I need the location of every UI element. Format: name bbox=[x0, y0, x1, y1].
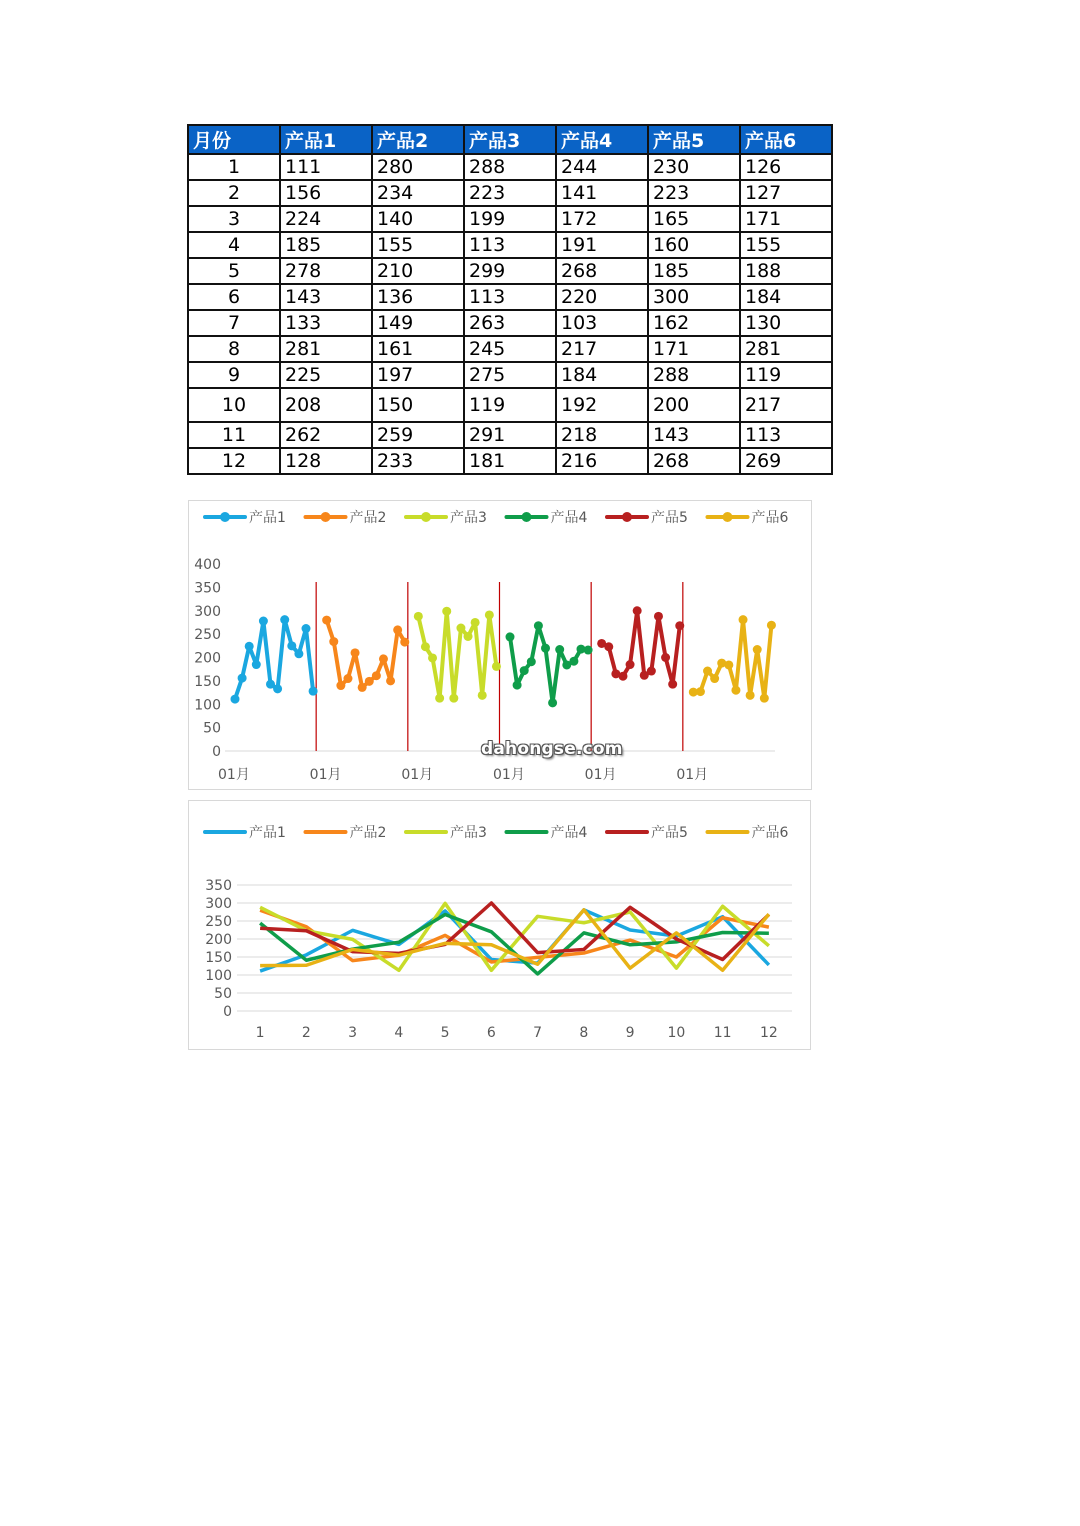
data-point bbox=[548, 698, 557, 707]
data-point bbox=[506, 632, 515, 641]
data-point bbox=[710, 674, 719, 683]
table-row bbox=[188, 422, 832, 448]
cell-value: 113 bbox=[740, 422, 832, 448]
cell-value: 199 bbox=[464, 206, 556, 232]
y-tick-label: 200 bbox=[194, 650, 221, 667]
legend-label: 产品1 bbox=[249, 825, 286, 841]
cell-value: 223 bbox=[464, 180, 556, 206]
cell-value: 185 bbox=[280, 232, 372, 258]
cell-value: 216 bbox=[556, 448, 648, 474]
data-point bbox=[675, 621, 684, 630]
data-point bbox=[231, 695, 240, 704]
cell-value: 185 bbox=[648, 258, 740, 284]
cell-month: 5 bbox=[188, 258, 280, 284]
data-point bbox=[379, 654, 388, 663]
data-point bbox=[245, 642, 254, 651]
series-line bbox=[260, 910, 769, 971]
cell-value: 233 bbox=[372, 448, 464, 474]
series-line bbox=[693, 620, 771, 699]
data-point bbox=[259, 617, 268, 626]
data-point bbox=[365, 677, 374, 686]
data-point bbox=[435, 694, 444, 703]
x-tick-label: 7 bbox=[533, 1025, 543, 1041]
cell-value: 188 bbox=[740, 258, 832, 284]
y-tick-label: 50 bbox=[214, 986, 232, 1002]
data-point bbox=[428, 653, 437, 662]
data-point bbox=[541, 644, 550, 653]
table-row bbox=[188, 258, 832, 284]
cell-month: 2 bbox=[188, 180, 280, 206]
y-tick-label: 300 bbox=[205, 896, 232, 912]
x-tick-label: 01月 bbox=[401, 767, 434, 783]
data-point bbox=[329, 637, 338, 646]
legend-label: 产品2 bbox=[349, 825, 387, 841]
table-row bbox=[188, 154, 832, 180]
y-tick-label: 0 bbox=[212, 744, 221, 760]
cell-value: 143 bbox=[280, 284, 372, 310]
cell-value: 127 bbox=[740, 180, 832, 206]
cell-value: 263 bbox=[464, 310, 556, 336]
data-point bbox=[534, 621, 543, 630]
data-point bbox=[661, 653, 670, 662]
cell-value: 113 bbox=[464, 232, 556, 258]
y-tick-label: 250 bbox=[194, 627, 221, 644]
data-point bbox=[527, 657, 536, 666]
cell-value: 161 bbox=[372, 336, 464, 362]
legend-label: 产品5 bbox=[651, 825, 688, 841]
header-product-2: 产品2 bbox=[372, 125, 464, 154]
cell-value: 268 bbox=[556, 258, 648, 284]
x-tick-label: 6 bbox=[486, 1025, 496, 1041]
cell-value: 275 bbox=[464, 362, 556, 388]
cell-value: 136 bbox=[372, 284, 464, 310]
data-point bbox=[302, 624, 311, 633]
data-point bbox=[654, 612, 663, 621]
cell-value: 208 bbox=[280, 388, 372, 422]
data-point bbox=[485, 610, 494, 619]
cell-value: 225 bbox=[280, 362, 372, 388]
table-row bbox=[188, 284, 832, 310]
data-point bbox=[273, 684, 282, 693]
cell-value: 259 bbox=[372, 422, 464, 448]
data-point bbox=[358, 683, 367, 692]
data-point bbox=[322, 616, 331, 625]
x-tick-label: 10 bbox=[667, 1025, 686, 1041]
cell-month: 11 bbox=[188, 422, 280, 448]
cell-value: 217 bbox=[556, 336, 648, 362]
cell-value: 234 bbox=[372, 180, 464, 206]
data-point bbox=[626, 660, 635, 669]
cell-value: 268 bbox=[648, 448, 740, 474]
y-tick-label: 350 bbox=[205, 878, 232, 894]
data-point bbox=[703, 667, 712, 676]
legend-marker bbox=[421, 512, 431, 522]
table-row bbox=[188, 388, 832, 422]
cell-value: 230 bbox=[648, 154, 740, 180]
y-tick-label: 350 bbox=[194, 580, 221, 597]
x-tick-label: 1 bbox=[255, 1025, 265, 1041]
cell-month: 8 bbox=[188, 336, 280, 362]
cell-value: 184 bbox=[556, 362, 648, 388]
legend-marker bbox=[622, 512, 632, 522]
overlay-line-chart-svg bbox=[189, 801, 810, 1049]
cell-value: 126 bbox=[740, 154, 832, 180]
legend-label: 产品6 bbox=[751, 510, 789, 526]
legend-marker bbox=[723, 512, 733, 522]
cell-value: 103 bbox=[556, 310, 648, 336]
y-tick-label: 100 bbox=[194, 697, 221, 714]
cell-value: 128 bbox=[280, 448, 372, 474]
x-tick-label: 11 bbox=[713, 1025, 732, 1041]
cell-value: 280 bbox=[372, 154, 464, 180]
data-point bbox=[343, 674, 352, 683]
data-point bbox=[442, 607, 451, 616]
cell-value: 269 bbox=[740, 448, 832, 474]
legend-label: 产品3 bbox=[450, 825, 487, 841]
data-point bbox=[252, 660, 261, 669]
cell-month: 12 bbox=[188, 448, 280, 474]
cell-value: 119 bbox=[464, 388, 556, 422]
cell-value: 155 bbox=[740, 232, 832, 258]
cell-value: 171 bbox=[648, 336, 740, 362]
x-tick-label: 12 bbox=[759, 1025, 778, 1041]
data-point bbox=[294, 649, 303, 658]
table-row bbox=[188, 310, 832, 336]
data-point bbox=[309, 687, 318, 696]
legend-marker bbox=[321, 512, 331, 522]
overlay-line-chart bbox=[188, 800, 811, 1050]
cell-month: 1 bbox=[188, 154, 280, 180]
x-tick-label: 01月 bbox=[584, 767, 617, 783]
cell-value: 299 bbox=[464, 258, 556, 284]
x-tick-label: 01月 bbox=[309, 767, 342, 783]
table-row bbox=[188, 206, 832, 232]
cell-value: 181 bbox=[464, 448, 556, 474]
cell-value: 155 bbox=[372, 232, 464, 258]
cell-month: 9 bbox=[188, 362, 280, 388]
cell-month: 10 bbox=[188, 388, 280, 422]
cell-month: 4 bbox=[188, 232, 280, 258]
data-point bbox=[336, 681, 345, 690]
cell-month: 3 bbox=[188, 206, 280, 232]
cell-value: 210 bbox=[372, 258, 464, 284]
y-tick-label: 200 bbox=[205, 932, 232, 948]
data-point bbox=[400, 638, 409, 647]
data-point bbox=[478, 691, 487, 700]
data-point bbox=[739, 615, 748, 624]
data-point bbox=[238, 674, 247, 683]
y-tick-label: 0 bbox=[223, 1004, 232, 1020]
cell-value: 224 bbox=[280, 206, 372, 232]
cell-value: 191 bbox=[556, 232, 648, 258]
data-point bbox=[696, 687, 705, 696]
watermark: dahongse.com bbox=[481, 739, 623, 759]
data-point bbox=[604, 642, 613, 651]
cell-value: 133 bbox=[280, 310, 372, 336]
cell-value: 244 bbox=[556, 154, 648, 180]
cell-value: 262 bbox=[280, 422, 372, 448]
legend-label: 产品4 bbox=[550, 510, 588, 526]
data-point bbox=[520, 666, 529, 675]
data-point bbox=[647, 667, 656, 676]
data-point bbox=[633, 606, 642, 615]
table-row bbox=[188, 362, 832, 388]
cell-value: 281 bbox=[280, 336, 372, 362]
data-point bbox=[492, 662, 501, 671]
cell-value: 288 bbox=[464, 154, 556, 180]
cell-value: 113 bbox=[464, 284, 556, 310]
header-product-1: 产品1 bbox=[280, 125, 372, 154]
cell-value: 149 bbox=[372, 310, 464, 336]
cell-value: 291 bbox=[464, 422, 556, 448]
cell-value: 141 bbox=[556, 180, 648, 206]
cell-value: 200 bbox=[648, 388, 740, 422]
y-tick-label: 150 bbox=[194, 673, 221, 690]
cell-value: 288 bbox=[648, 362, 740, 388]
cell-value: 140 bbox=[372, 206, 464, 232]
data-point bbox=[414, 612, 423, 621]
data-point bbox=[513, 681, 522, 690]
cell-value: 278 bbox=[280, 258, 372, 284]
legend-marker bbox=[220, 512, 230, 522]
cell-value: 192 bbox=[556, 388, 648, 422]
legend-label: 产品6 bbox=[751, 825, 789, 841]
data-point bbox=[584, 646, 593, 655]
cell-value: 150 bbox=[372, 388, 464, 422]
data-point bbox=[753, 645, 762, 654]
data-point bbox=[287, 641, 296, 650]
data-point bbox=[555, 645, 564, 654]
legend-label: 产品1 bbox=[249, 510, 286, 526]
data-point bbox=[372, 671, 381, 680]
cell-value: 119 bbox=[740, 362, 832, 388]
table-header-row bbox=[188, 125, 832, 154]
header-product-5: 产品5 bbox=[648, 125, 740, 154]
data-point bbox=[280, 615, 289, 624]
cell-value: 220 bbox=[556, 284, 648, 310]
cell-value: 143 bbox=[648, 422, 740, 448]
cell-value: 218 bbox=[556, 422, 648, 448]
cell-value: 165 bbox=[648, 206, 740, 232]
x-tick-label: 01月 bbox=[493, 767, 525, 783]
x-tick-label: 9 bbox=[625, 1025, 635, 1041]
table-row bbox=[188, 232, 832, 258]
legend-label: 产品5 bbox=[651, 510, 688, 526]
cell-value: 245 bbox=[464, 336, 556, 362]
legend-label: 产品2 bbox=[349, 510, 387, 526]
y-tick-label: 300 bbox=[194, 603, 221, 620]
cell-value: 111 bbox=[280, 154, 372, 180]
cell-month: 7 bbox=[188, 310, 280, 336]
data-point bbox=[724, 660, 733, 669]
x-tick-label: 3 bbox=[348, 1025, 358, 1041]
data-point bbox=[456, 624, 465, 633]
cell-value: 130 bbox=[740, 310, 832, 336]
cell-value: 162 bbox=[648, 310, 740, 336]
legend-label: 产品3 bbox=[450, 510, 487, 526]
y-tick-label: 150 bbox=[205, 950, 232, 966]
x-tick-label: 5 bbox=[440, 1025, 450, 1041]
x-tick-label: 8 bbox=[579, 1025, 589, 1041]
cell-value: 156 bbox=[280, 180, 372, 206]
cell-value: 223 bbox=[648, 180, 740, 206]
data-point bbox=[386, 676, 395, 685]
data-point bbox=[393, 625, 402, 634]
cell-value: 160 bbox=[648, 232, 740, 258]
header-month: 月份 bbox=[188, 125, 280, 154]
header-product-3: 产品3 bbox=[464, 125, 556, 154]
data-point bbox=[618, 672, 627, 681]
table-row bbox=[188, 448, 832, 474]
cell-value: 217 bbox=[740, 388, 832, 422]
cell-value: 172 bbox=[556, 206, 648, 232]
legend-label: 产品4 bbox=[550, 825, 588, 841]
data-point bbox=[746, 691, 755, 700]
data-point bbox=[351, 648, 360, 657]
y-tick-label: 250 bbox=[205, 914, 232, 930]
header-product-6: 产品6 bbox=[740, 125, 832, 154]
segmented-line-chart bbox=[188, 500, 812, 790]
cell-month: 6 bbox=[188, 284, 280, 310]
cell-value: 197 bbox=[372, 362, 464, 388]
cell-value: 300 bbox=[648, 284, 740, 310]
data-point bbox=[421, 642, 430, 651]
x-tick-label: 01月 bbox=[676, 767, 709, 783]
y-tick-label: 100 bbox=[205, 968, 232, 984]
header-product-4: 产品4 bbox=[556, 125, 648, 154]
x-tick-label: 01月 bbox=[218, 767, 250, 783]
x-tick-label: 4 bbox=[394, 1025, 404, 1041]
data-point bbox=[760, 694, 769, 703]
cell-value: 184 bbox=[740, 284, 832, 310]
data-point bbox=[767, 621, 776, 630]
data-point bbox=[668, 680, 677, 689]
legend-marker bbox=[522, 512, 532, 522]
y-tick-label: 400 bbox=[194, 557, 221, 573]
table-row bbox=[188, 336, 832, 362]
x-tick-label: 2 bbox=[301, 1025, 311, 1041]
data-point bbox=[471, 618, 480, 627]
data-point bbox=[731, 686, 740, 695]
cell-value: 171 bbox=[740, 206, 832, 232]
data-point bbox=[569, 657, 578, 666]
y-tick-label: 50 bbox=[203, 720, 221, 737]
cell-value: 281 bbox=[740, 336, 832, 362]
table-row bbox=[188, 180, 832, 206]
data-table bbox=[187, 124, 833, 475]
data-point bbox=[464, 632, 473, 641]
data-point bbox=[449, 694, 458, 703]
